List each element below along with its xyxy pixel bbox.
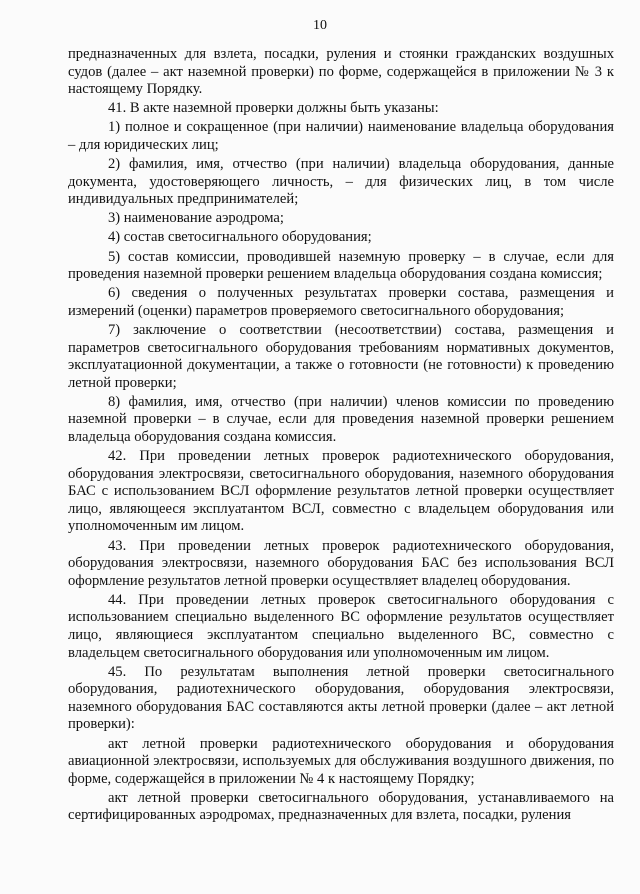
paragraph-43: 43. При проведении летных проверок радиотехнического оборудования, оборудования электросвязи, наземного оборудования БАС без использования ВСЛ оформление результатов летной проверки осуществляет владелец оборудования. (68, 537, 614, 589)
page-number: 10 (313, 18, 327, 33)
list-item-7: 7) заключение о соответствии (несоответствии) состава, размещения и параметров светосигнального оборудования требованиям нормативных документов, эксплуатационной документации, а также о готовности (не готовности) к проведению летной проверки; (68, 321, 614, 391)
paragraph-45: 45. По результатам выполнения летной проверки светосигнального оборудования, радиотехнического оборудования, оборудования электросвязи, наземного оборудования БАС составляются акты летной проверки (далее – акт летной проверки): (68, 663, 614, 733)
paragraph-41: 41. В акте наземной проверки должны быть указаны: (108, 100, 439, 117)
list-item-1: 1) полное и сокращенное (при наличии) наименование владельца оборудования – для юридических лиц; (68, 119, 614, 153)
paragraph-act-radio: акт летной проверки радиотехнического оборудования и оборудования авиационной электросвязи, используемых для обслуживания воздушного движения, по форме, содержащейся в приложении № 4 к настоящему Порядку; (68, 735, 614, 787)
list-item-6: 6) сведения о полученных результатах проверки состава, размещения и измерений (оценки) параметров проверяемого светосигнального оборудования; (68, 285, 614, 319)
paragraph-44: 44. При проведении летных проверок светосигнального оборудования с использованием специально выделенного ВС оформление результатов осуществляет лицо, являющиеся эксплуатантом специально выделенного ВС, совместно с владельцем светосигнального оборудования или уполномоченным им лицом. (68, 591, 614, 661)
list-item-3: 3) наименование аэродрома; (108, 210, 284, 227)
paragraph-continuation: предназначенных для взлета, посадки, руления и стоянки гражданских воздушных судов (далее – акт наземной проверки) по форме, содержащейся в приложении № 3 к настоящему Порядку. (68, 46, 614, 98)
list-item-2: 2) фамилия, имя, отчество (при наличии) владельца оборудования, данные документа, удостоверяющего личность, – для физических лиц, в том числе индивидуальных предпринимателей; (68, 156, 614, 208)
paragraph-42: 42. При проведении летных проверок радиотехнического оборудования, оборудования электросвязи, светосигнального оборудования, наземного оборудования БАС с использованием ВСЛ оформление результатов летной проверки осуществляет лицо, являющееся эксплуатантом ВСЛ, совместно с владельцем оборудования или уполномоченным им лицом. (68, 448, 614, 535)
list-item-4: 4) состав светосигнального оборудования; (108, 229, 372, 246)
document-body (68, 46, 614, 825)
list-item-8: 8) фамилия, имя, отчество (при наличии) членов комиссии по проведению наземной проверки – в случае, если для проведения наземной проверки решением владельца оборудования создана комиссия. (68, 393, 614, 445)
paragraph-act-light: акт летной проверки светосигнального оборудования, устанавливаемого на сертифицированных аэродромах, предназначенных для взлета, посадки, руления (68, 789, 614, 824)
list-item-5: 5) состав комиссии, проводившей наземную проверку – в случае, если для проведения наземной проверки решением владельца оборудования создана комиссия; (68, 248, 614, 283)
